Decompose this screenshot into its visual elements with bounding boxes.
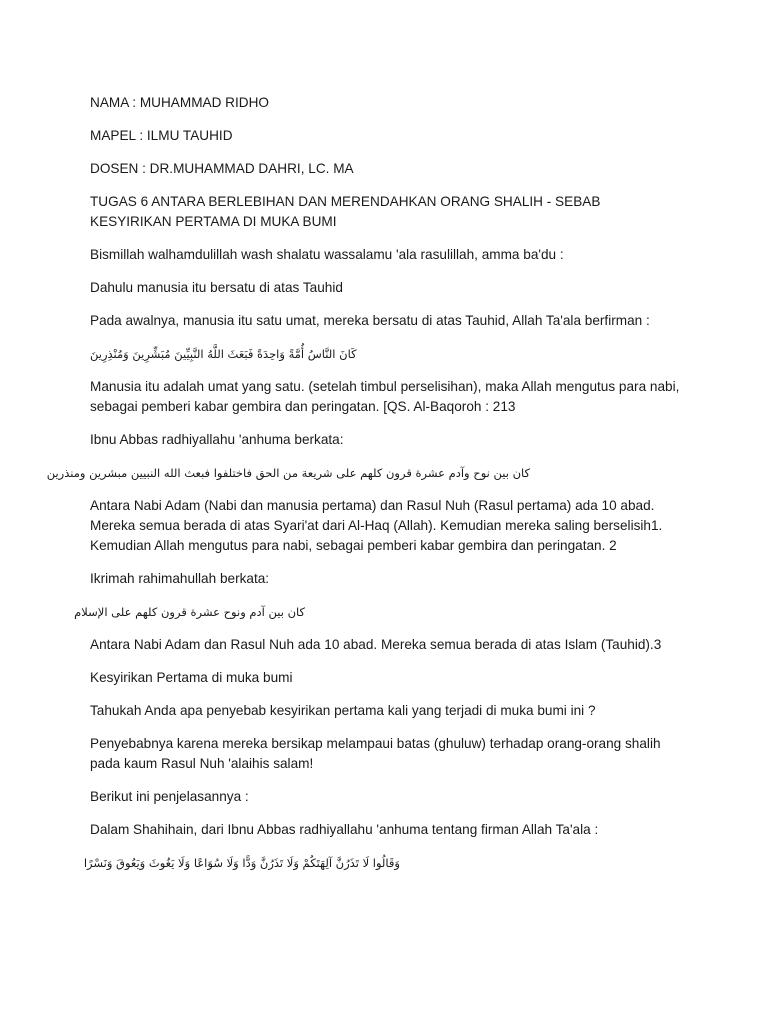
arabic-quote-2: كان بين نوح وآدم عشرة قرون كلهم على شريعة من الحق فاختلفوا فبعث الله النبيين مبشرين ومنذرين xyxy=(46,466,530,480)
lecturer-line: DOSEN : DR.MUHAMMAD DAHRI, LC. MA xyxy=(90,161,354,176)
paragraph-4: Ibnu Abbas radhiyallahu 'anhuma berkata: xyxy=(90,432,344,447)
opening-paragraph: Bismillah walhamdulillah wash shalatu wassalamu 'ala rasulillah, amma ba'du : xyxy=(90,247,564,262)
paragraph-2: Pada awalnya, manusia itu satu umat, mereka bersatu di atas Tauhid, Allah Ta'ala berfirman : xyxy=(90,313,650,328)
paragraph-3: Manusia itu adalah umat yang satu. (setelah timbul perselisihan), maka Allah mengutus para nabi, sebagai pemberi kabar gembira dan peringatan. [QS. Al-Baqoroh : 213 xyxy=(90,379,680,414)
paragraph-6: Ikrimah rahimahullah berkata: xyxy=(90,571,270,586)
assignment-title: TUGAS 6 ANTARA BERLEBIHAN DAN MERENDAHKAN ORANG SHALIH - SEBAB KESYIRIKAN PERTAMA DI MUKA BUMI xyxy=(90,194,601,229)
arabic-quote-3: كان بين آدم ونوح عشرة قرون كلهم على الإسلام xyxy=(74,605,305,619)
paragraph-1: Dahulu manusia itu bersatu di atas Tauhid xyxy=(90,280,343,295)
subject-line: MAPEL : ILMU TAUHID xyxy=(90,128,233,143)
paragraph-12: Dalam Shahihain, dari Ibnu Abbas radhiyallahu 'anhuma tentang firman Allah Ta'ala : xyxy=(90,822,599,837)
section-heading: Kesyirikan Pertama di muka bumi xyxy=(90,670,293,685)
paragraph-9: Tahukah Anda apa penyebab kesyirikan pertama kali yang terjadi di muka bumi ini ? xyxy=(90,703,596,718)
paragraph-7: Antara Nabi Adam dan Rasul Nuh ada 10 abad. Mereka semua berada di atas Islam (Tauhid).3 xyxy=(90,637,662,652)
document-page xyxy=(46,93,680,886)
arabic-verse-1: كَانَ النَّاسُ أُمَّةً وَاحِدَةً فَبَعَثَ اللَّهُ النَّبِيِّينَ مُبَشِّرِينَ وَمُنْذِرِينَ xyxy=(90,347,357,361)
paragraph-10: Penyebabnya karena mereka bersikap melampaui batas (ghuluw) terhadap orang-orang shalih pada kaum Rasul Nuh 'alaihis salam! xyxy=(90,736,661,771)
paragraph-11: Berikut ini penjelasannya : xyxy=(90,789,249,804)
student-name: NAMA : MUHAMMAD RIDHO xyxy=(90,95,269,110)
paragraph-5: Antara Nabi Adam (Nabi dan manusia pertama) dan Rasul Nuh (Rasul pertama) ada 10 abad. Mereka semua berada di atas Syari'at dari Al-Haq (Allah). Kemudian mereka saling berselisih1. Kemudian Allah mengutus para nabi, sebagai pemberi kabar gembira dan peringatan. 2 xyxy=(90,498,663,553)
arabic-verse-4: وَقَالُوا لَا تَذَرُنَّ آلِهَتَكُمْ وَلَا تَذَرُنَّ وَدًّا وَلَا سُوَاعًا وَلَا يَغُوثَ وَيَعُوقَ وَنَسْرًا xyxy=(83,856,400,870)
